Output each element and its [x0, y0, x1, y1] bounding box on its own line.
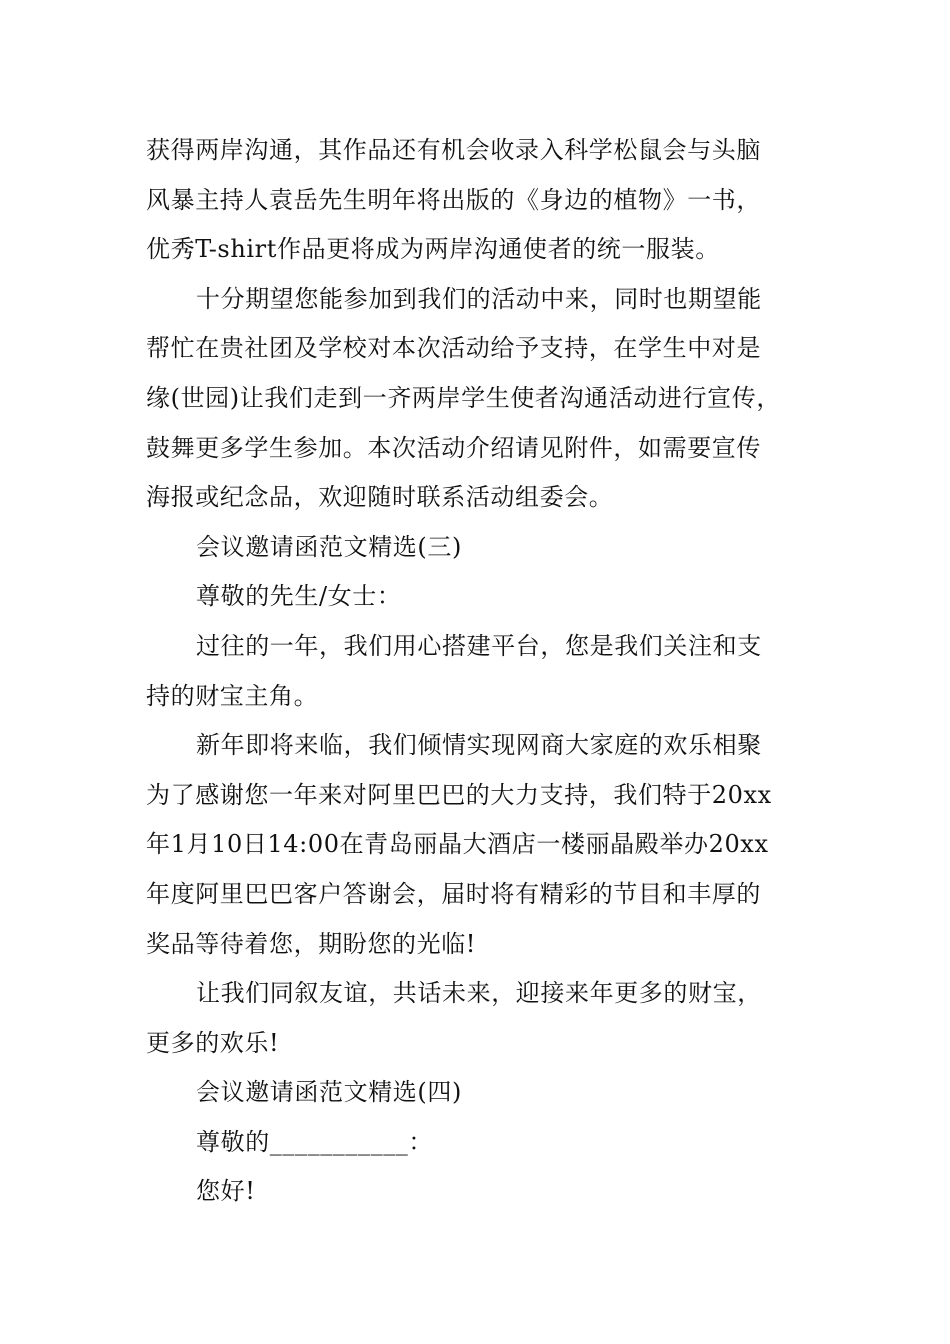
- section-heading: 会议邀请函范文精选(四): [196, 1078, 462, 1107]
- text-line: 帮忙在贵社团及学校对本次活动给予支持，在学生中对是: [146, 334, 761, 363]
- text-line: 更多的欢乐!: [146, 1028, 280, 1057]
- paragraph-start-line: 十分期望您能参加到我们的活动中来，同时也期望能: [196, 284, 762, 313]
- greeting: 您好!: [196, 1177, 256, 1206]
- paragraph-start-line: 过往的一年，我们用心搭建平台，您是我们关注和支: [196, 631, 762, 660]
- salutation: 尊敬的___________：: [196, 1127, 433, 1156]
- text-line: 为了感谢您一年来对阿里巴巴的大力支持，我们特于20xx: [146, 780, 772, 809]
- text-line: 持的财宝主角。: [146, 681, 319, 710]
- section-heading: 会议邀请函范文精选(三): [196, 532, 462, 561]
- text-line: 海报或纪念品，欢迎随时联系活动组委会。: [146, 483, 614, 512]
- text-line: 年度阿里巴巴客户答谢会，届时将有精彩的节目和丰厚的: [146, 879, 761, 908]
- text-line: 优秀T-shirt作品更将成为两岸沟通使者的统一服装。: [146, 235, 720, 264]
- text-line: 缘(世园)让我们走到一齐两岸学生使者沟通活动进行宣传，: [146, 383, 781, 412]
- text-line: 年1月10日14:00在青岛丽晶大酒店一楼丽晶殿举办20xx: [146, 830, 769, 859]
- text-line: 获得两岸沟通，其作品还有机会收录入科学松鼠会与头脑: [146, 136, 761, 164]
- paragraph-start-line: 让我们同叙友谊，共话未来，迎接来年更多的财宝，: [196, 979, 762, 1008]
- document-body: [146, 126, 818, 1217]
- salutation: 尊敬的先生/女士：: [196, 582, 402, 611]
- text-line: 鼓舞更多学生参加。本次活动介绍请见附件，如需要宣传: [146, 433, 761, 462]
- paragraph-start-line: 新年即将来临，我们倾情实现网商大家庭的欢乐相聚: [196, 731, 762, 760]
- text-line: 奖品等待着您，期盼您的光临!: [146, 929, 477, 958]
- text-line: 风暴主持人袁岳先生明年将出版的《身边的植物》一书，: [146, 185, 761, 214]
